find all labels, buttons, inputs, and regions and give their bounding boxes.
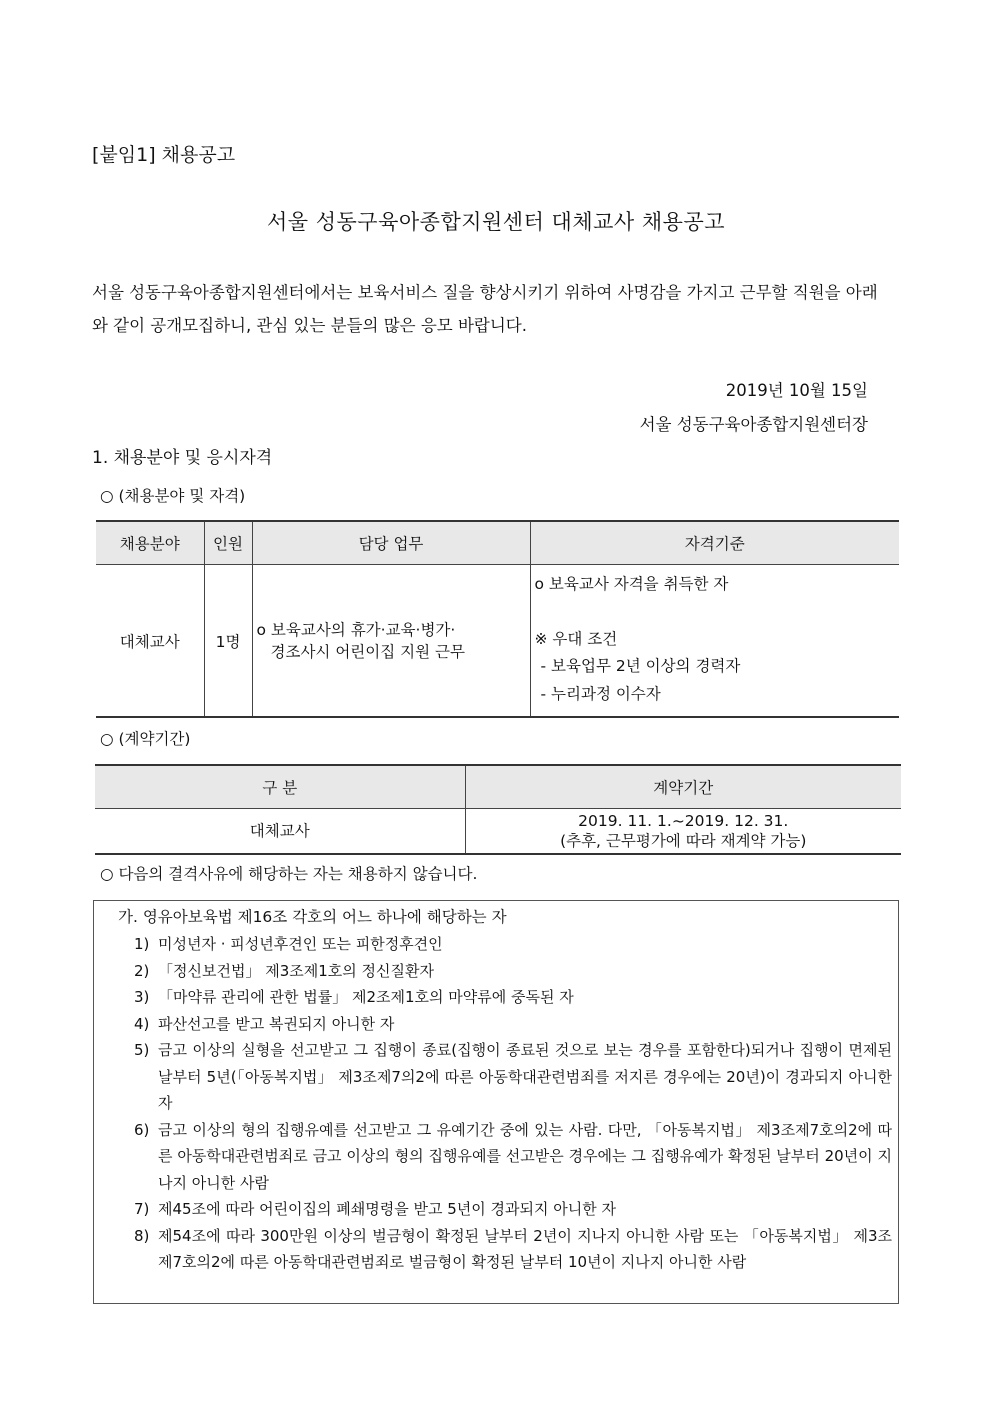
list-item-number: 5) xyxy=(134,1041,150,1059)
table-header-row xyxy=(96,521,899,565)
subheading-disqualification: ○ 다음의 결격사유에 해당하는 자는 채용하지 않습니다. xyxy=(100,865,478,883)
notice-signer: 서울 성동구육아종합지원센터장 xyxy=(639,415,868,434)
list-item-number: 4) xyxy=(134,1014,150,1033)
list-item xyxy=(94,1196,900,1223)
header-period: 계약기간 xyxy=(465,765,901,809)
list-item xyxy=(94,931,900,958)
table-row xyxy=(96,565,899,718)
list-item-text: 「마약류 관리에 관한 법률」 제2조제1호의 마약류에 중독된 자 xyxy=(158,988,574,1006)
duty-line-2: 경조사시 어린이집 지원 근무 xyxy=(270,642,465,661)
table-row xyxy=(95,809,901,855)
list-item-number: 3) xyxy=(134,988,150,1006)
cell-category: 대체교사 xyxy=(95,809,465,855)
list-item xyxy=(94,1011,900,1038)
period-note: (추후, 근무평가에 따라 재계약 가능) xyxy=(560,832,807,850)
qual-preference-2: - 누리과정 이수자 xyxy=(540,684,661,703)
header-qualification: 자격기준 xyxy=(530,521,899,565)
notice-date: 2019년 10월 15일 xyxy=(725,381,868,400)
cell-duty xyxy=(252,565,530,718)
list-item-text: 파산선고를 받고 복권되지 아니한 자 xyxy=(158,1014,395,1033)
list-item xyxy=(94,1223,900,1276)
qual-preference-label: ※ 우대 조건 xyxy=(534,629,618,648)
subheading-contract: ○ (계약기간) xyxy=(100,730,191,748)
page-title: 서울 성동구육아종합지원센터 대체교사 채용공고 xyxy=(266,210,726,234)
list-item xyxy=(94,1037,900,1117)
header-count: 인원 xyxy=(204,521,252,565)
list-item-number: 2) xyxy=(134,961,150,980)
attachment-label: [붙임1] 채용공고 xyxy=(92,144,236,166)
cell-qualification xyxy=(530,565,899,718)
list-item xyxy=(94,958,900,985)
header-field: 채용분야 xyxy=(96,521,204,565)
list-item-number: 7) xyxy=(134,1200,150,1218)
list-item-number: 1) xyxy=(134,935,150,953)
list-item-text: 제45조에 따라 어린이집의 폐쇄명령을 받고 5년이 경과되지 아니한 자 xyxy=(158,1200,617,1218)
cell-field: 대체교사 xyxy=(96,565,204,718)
header-category: 구 분 xyxy=(95,765,465,809)
qual-line-1: o 보육교사 자격을 취득한 자 xyxy=(534,575,729,593)
list-item-text: 금고 이상의 실형을 선고받고 그 집행이 종료(집행이 종료된 것으로 보는 경우를 포함한다)되거나 집행이 면제된 날부터 5년(「아동복지법」 제3조제7의2에 따른 아동학대관련범죄를 저지른 경우에는 20년)이 경과되지 아니한 자 xyxy=(158,1041,892,1112)
period-dates: 2019. 11. 1.~2019. 12. 31. xyxy=(578,812,789,830)
list-item-text: 금고 이상의 형의 집행유예를 선고받고 그 유예기간 중에 있는 사람. 다만, 「아동복지법」 제3조제7호의2에 따른 아동학대관련범죄로 금고 이상의 형의 집행유예를 선고받은 경우에는 그 집행유예가 확정된 날부터 20년이 지나지 아니한 사람 xyxy=(158,1120,892,1192)
header-duty: 담당 업무 xyxy=(252,521,530,565)
section-heading-1: 1. 채용분야 및 응시자격 xyxy=(92,448,273,468)
list-item-number: 8) xyxy=(134,1226,150,1245)
recruitment-table xyxy=(96,520,899,718)
disqualification-head: 가. 영유아보육법 제16조 각호의 어느 하나에 해당하는 자 xyxy=(118,908,507,926)
list-item xyxy=(94,984,900,1011)
list-item xyxy=(94,1117,900,1197)
table-header-row xyxy=(95,765,901,809)
cell-count: 1명 xyxy=(204,565,252,718)
disqualification-box xyxy=(93,900,899,1304)
list-item-text: 미성년자 · 피성년후견인 또는 피한정후견인 xyxy=(158,935,443,953)
contract-table xyxy=(95,764,901,855)
list-item-number: 6) xyxy=(134,1120,150,1139)
intro-paragraph: 서울 성동구육아종합지원센터에서는 보육서비스 질을 향상시키기 위하여 사명감을 가지고 근무할 직원을 아래와 같이 공개모집하니, 관심 있는 분들의 많은 응모 바랍니다. xyxy=(92,283,878,335)
subheading-qualification: ○ (채용분야 및 자격) xyxy=(100,487,246,505)
list-item-text: 「정신보건법」 제3조제1호의 정신질환자 xyxy=(158,961,434,980)
qual-preference-1: - 보육업무 2년 이상의 경력자 xyxy=(540,657,741,675)
list-item-text: 제54조에 따라 300만원 이상의 벌금형이 확정된 날부터 2년이 지나지 아니한 사람 또는 「아동복지법」 제3조제7호의2에 따른 아동학대관련범죄로 벌금형이 확정된 날부터 10년이 지나지 아니한 사람 xyxy=(158,1226,892,1271)
cell-period xyxy=(465,809,901,855)
disqualification-list xyxy=(94,931,900,1276)
duty-line-1: o 보육교사의 휴가·교육·병가· xyxy=(256,620,456,639)
